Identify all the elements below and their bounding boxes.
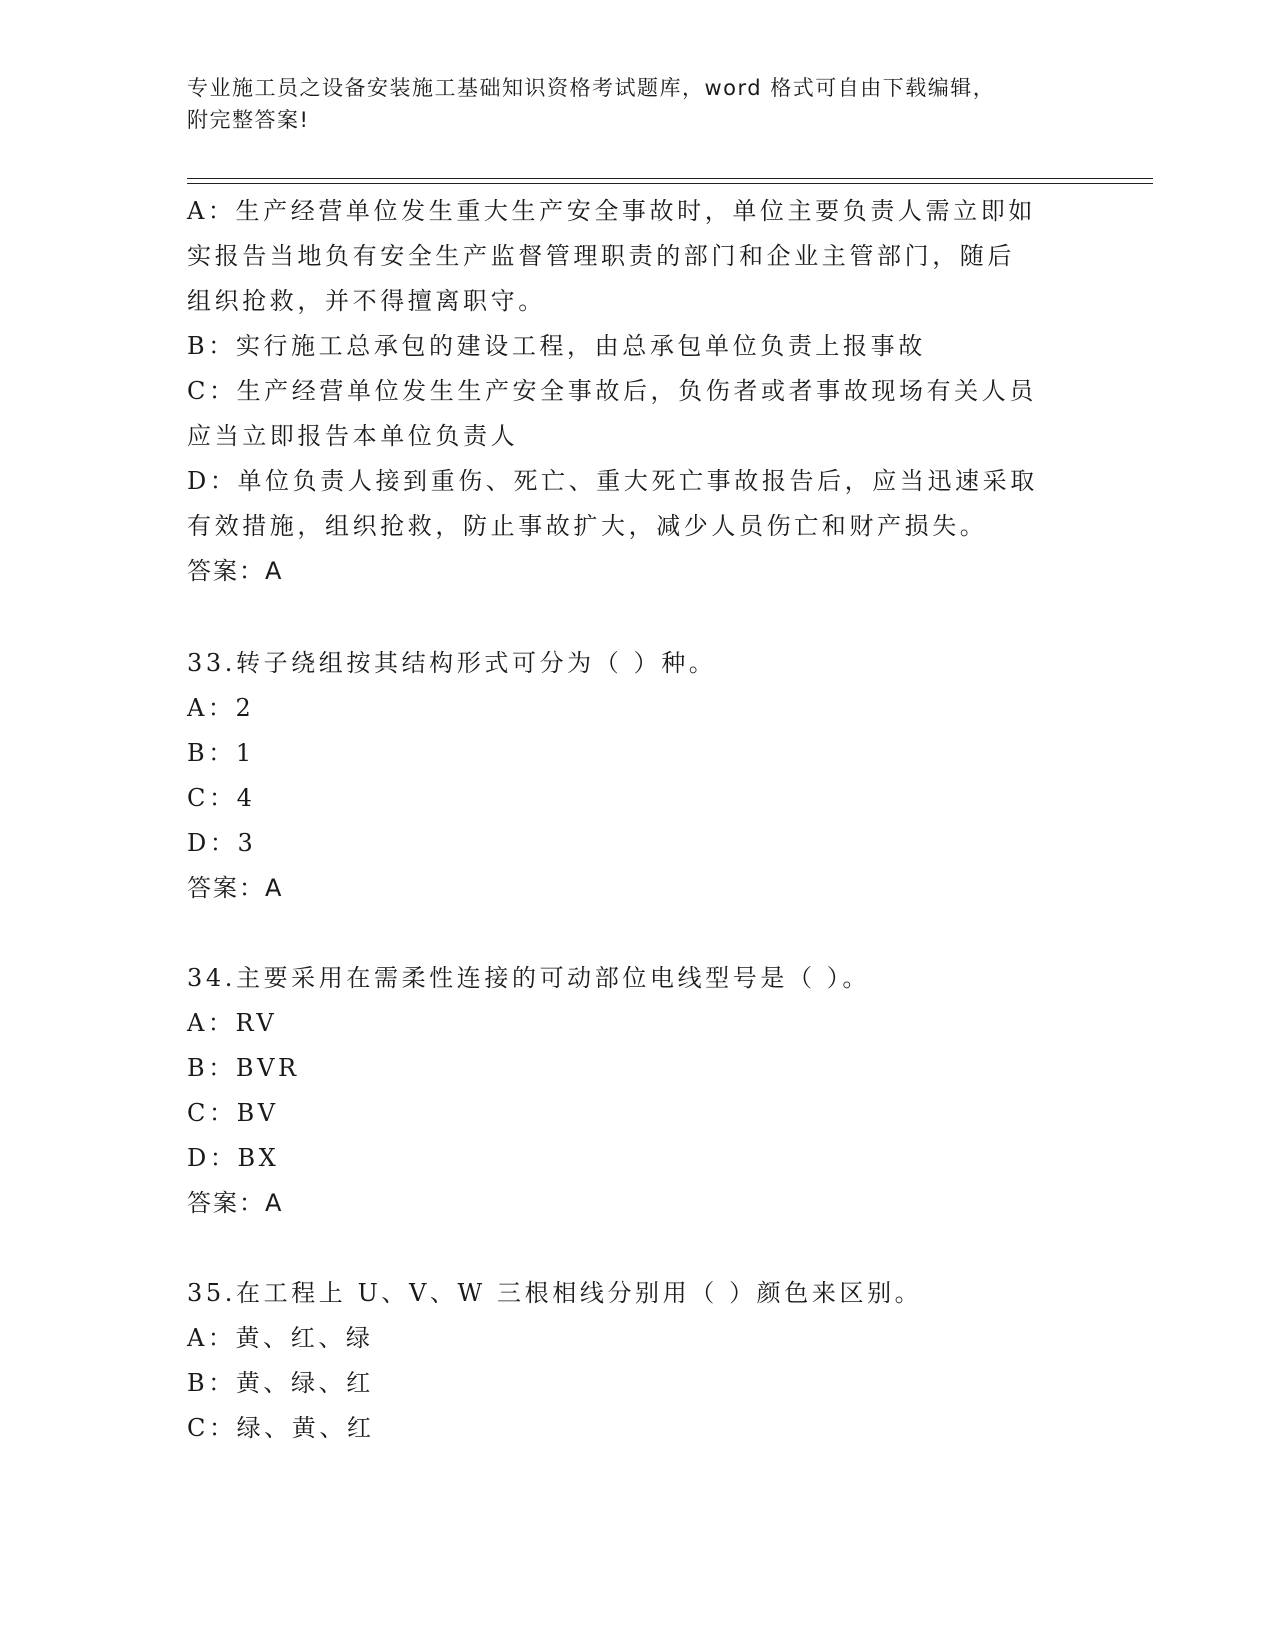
q35-option-a: A：黄、红、绿 [187, 1324, 374, 1352]
spacer [187, 1226, 1087, 1271]
q33-option-d: D：3 [187, 829, 257, 857]
q35-question: 35.在工程上 U、V、W 三根相线分别用（ ）颜色来区别。 [187, 1279, 923, 1307]
q32-option-b: B：实行施工总承包的建设工程，由总承包单位负责上报事故 [187, 332, 926, 360]
header-title-line-1: 专业施工员之设备安装施工基础知识资格考试题库，word 格式可自由下载编辑， [187, 76, 996, 100]
document-header [187, 72, 1067, 136]
spacer [187, 911, 1087, 956]
q32-option-c-line-2: 应当立即报告本单位负责人 [187, 422, 519, 450]
spacer [187, 594, 1087, 641]
q32-answer: 答案：A [187, 557, 284, 585]
q32-option-a-line-1: A：生产经营单位发生重大生产安全事故时，单位主要负责人需立即如 [187, 197, 1036, 225]
q33-option-c: C：4 [187, 784, 256, 812]
q34-option-d: D：BX [187, 1144, 280, 1172]
question-35-block [187, 1271, 1087, 1451]
q32-option-c-line-1: C：生产经营单位发生生产安全事故后，负伤者或者事故现场有关人员 [187, 377, 1037, 405]
q32-option-d-line-1: D：单位负责人接到重伤、死亡、重大死亡事故报告后，应当迅速采取 [187, 467, 1038, 495]
q33-question: 33.转子绕组按其结构形式可分为（ ）种。 [187, 649, 717, 677]
q33-option-b: B：1 [187, 739, 255, 767]
q34-answer: 答案：A [187, 1189, 284, 1217]
q34-option-b: B：BVR [187, 1054, 300, 1082]
q32-option-a-line-2: 实报告当地负有安全生产监督管理职责的部门和企业主管部门，随后 [187, 242, 1015, 270]
question-32-block [187, 189, 1087, 594]
q35-option-c: C：绿、黄、红 [187, 1414, 375, 1442]
question-33-block [187, 641, 1087, 911]
q32-option-a-line-3: 组织抢救，并不得擅离职守。 [187, 287, 546, 315]
q35-option-b: B：黄、绿、红 [187, 1369, 374, 1397]
header-title-line-2: 附完整答案! [187, 108, 310, 132]
header-divider-top [187, 178, 1153, 179]
q33-answer: 答案：A [187, 874, 284, 902]
question-34-block [187, 956, 1087, 1226]
q34-option-c: C：BV [187, 1099, 279, 1127]
q33-option-a: A：2 [187, 694, 255, 722]
question-content [187, 189, 1087, 1451]
q34-option-a: A：RV [187, 1009, 278, 1037]
q34-question: 34.主要采用在需柔性连接的可动部位电线型号是（ ）。 [187, 964, 870, 992]
header-divider-bottom [187, 183, 1153, 184]
q32-option-d-line-2: 有效措施，组织抢救，防止事故扩大，减少人员伤亡和财产损失。 [187, 512, 988, 540]
